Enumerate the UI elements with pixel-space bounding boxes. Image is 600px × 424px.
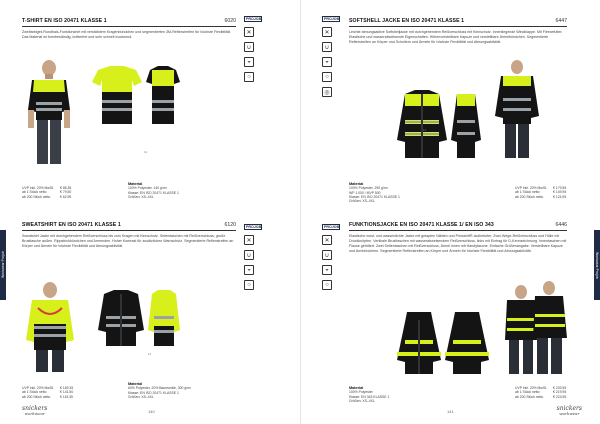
price-row: ab 200 Stück netto € 115,35 — [22, 394, 73, 399]
product-description: Leichte atmungsaktive Softshelljacke mit durchgehendem Reißverschluss mit Kinnschutz. Innenliegende Windklappe. Mit Fleecefutter. Elastische und wasserabweisende Eigenschaften. Höhenverstellbare Kapuze und verstellbare Ärmelbündchen. Segmentierte Reflexstreifen an Körper und Schultern und Ärmeln für höchste Flexibilität und Atmungsaktivität. — [349, 30, 563, 44]
wash-icon: ∪ — [322, 42, 332, 52]
no-bleach-icon: ✕ — [322, 27, 332, 37]
material-title: Material — [349, 182, 364, 186]
price-row: ab 200 Stück netto € 62,95 — [22, 194, 72, 199]
dry-icon: ○ — [322, 280, 332, 290]
price-list — [22, 386, 73, 399]
product-code: 6020 — [224, 18, 236, 24]
product-softshell — [349, 18, 567, 45]
product-title: SOFTSHELL JACKE EN ISO 20471 KLASSE 1 — [349, 18, 465, 24]
dry-icon: ○ — [244, 72, 254, 82]
tshirt-photos — [24, 58, 180, 166]
product-code: 6446 — [555, 222, 567, 228]
jacket-back-image — [445, 312, 489, 374]
price-row: ab 200 Stück netto € 124,95 — [515, 194, 567, 199]
care-icons — [244, 224, 262, 290]
wash-icon: ∪ — [244, 42, 254, 52]
product-header — [349, 222, 567, 231]
image-caption: 11 — [423, 128, 427, 132]
side-tab: Workwear Projob — [0, 230, 6, 300]
product-title: T-SHIRT EN ISO 20471 KLASSE 1 — [22, 18, 107, 24]
material-title: Material — [128, 182, 143, 186]
product-description: Zweifarbiges Rundhals-Funktionshirt mit verstärktem Kragenbündchen und segmentierten 3M-Reflexstreifen für höchste Flexibilität. Das Material ist formbeständig, knitterfrei und sehr schnell trocknend. — [22, 30, 231, 39]
price-row: ab 1 Stück netto € 141,50 — [22, 390, 74, 395]
product-title: SWEATSHIRT EN ISO 20471 KLASSE 1 — [22, 222, 121, 228]
side-tab: Workwear Projob — [594, 230, 600, 300]
model-sweatshirt-image — [24, 280, 76, 372]
product-sweatshirt — [22, 222, 236, 249]
wash-icon: ∪ — [244, 250, 254, 260]
product-description: Elastische wind- und wasserdichte Jacke mit getapten Nähten und Primaloft®-Isolierfutter. Zwei-Wege-Reißverschluss und Hülle mit Druckknöpfen. Vertikale Brusttaschen mit wasserabweisendem Reißverschluss, links mit Eintrag für D-Kennzeichnung. Innentaschen mit Flause gefüttert. Zwei Seitentaschen mit Reißverschluss, Ärmel innen mit Handytasche. Einfache Größenangabe. Verstellbare Kapuze und Armbündchen. Segmentierte Reflexstreifen an Körper und Ärmeln für höchste Flexibilität und Atmungsaktivität. — [349, 234, 567, 253]
image-caption: 11 — [144, 150, 148, 154]
price-row: ab 1 Stück netto € 149,95 — [515, 190, 567, 195]
no-bleach-icon: ✕ — [244, 235, 254, 245]
price-row: ab 200 Stück netto € 223,95 — [515, 394, 567, 399]
price-list — [515, 386, 566, 399]
material-info: Material 100% Polyester, 140 g/m² Klasse: EN ISO 20471 KLASSE 1 Größen: XS–4XL — [128, 182, 179, 199]
tshirt-back-image — [146, 66, 180, 126]
price-row: ab 1 Stück netto € 219,95 — [515, 390, 567, 395]
price-row: UVP inkl. 20% MwSt. € 86,35 — [22, 186, 72, 190]
product-code: 6447 — [555, 18, 567, 24]
care-icons — [322, 16, 340, 97]
product-header — [22, 222, 236, 231]
iron-icon: ◒ — [322, 57, 332, 67]
softshell-front-image — [397, 90, 447, 158]
material-info: Material 100% Polyester Klasse: EN 343 KLASSE 1 Größen: XS–4XL — [349, 386, 390, 403]
iron-icon: ◒ — [244, 265, 254, 275]
product-header — [22, 18, 236, 27]
product-tshirt — [22, 18, 236, 40]
sweatshirt-back-image — [148, 290, 180, 346]
price-row: ab 1 Stück netto € 79,50 — [22, 190, 72, 195]
softshell-side-image — [451, 90, 481, 158]
care-icons — [244, 16, 262, 82]
wash-icon: ∪ — [322, 250, 332, 260]
brand-label: PROJOB — [324, 17, 340, 21]
dry-icon: ○ — [322, 72, 332, 82]
price-row: UVP inkl. 20% MwSt. € 169,35 — [22, 386, 74, 390]
model-tshirt-image — [24, 58, 74, 166]
material-info: Material 60% Polyester, 20% Baumwolle, 300 g/m² Klasse: EN ISO 20471 KLASSE 1 Größen: XS–4XL — [128, 382, 192, 399]
material-title: Material — [128, 382, 143, 386]
material-title: Material — [349, 386, 364, 390]
care-icons — [322, 224, 340, 290]
brand-label: PROJOB — [246, 17, 262, 21]
product-title: FUNKTIONSJACKE EN ISO 20471 KLASSE 1/ EN ISO 343 — [349, 222, 494, 228]
jacket-front-image — [397, 312, 441, 374]
price-list — [22, 186, 71, 199]
models-jacket-image — [505, 280, 567, 374]
price-list — [515, 186, 566, 199]
product-funktionsjacke — [349, 222, 567, 254]
tumble-dry-icon: ◎ — [322, 87, 332, 97]
no-bleach-icon: ✕ — [244, 27, 254, 37]
sweatshirt-photos — [24, 280, 180, 372]
right-page — [300, 0, 600, 424]
softshell-photos — [397, 58, 539, 158]
brand-label: PROJOB — [324, 225, 340, 229]
brand-logo: snickers workwear — [22, 405, 48, 416]
product-description: Sweatshirt Jacke mit durchgehendem Reißverschluss bis zum Kragen mit Kinnschutz. Seitentaschen mit Reißverschluss, große Brusttasche außen. Rippstrickbündchen und Armenden. Hoher Kontrast für zusätzlichen Warnschutz. Segmentierte Reflexstreifen an Körper und Ärmeln für höchste Flexibilität und Atmungsaktivität. — [22, 234, 234, 248]
image-caption: 11 — [148, 352, 152, 356]
iron-icon: ◒ — [244, 57, 254, 67]
sweatshirt-front-image — [98, 290, 144, 346]
model-softshell-image — [495, 58, 539, 158]
dry-icon: ○ — [244, 280, 254, 290]
price-row: UVP inkl. 20% MwSt. € 179,55 — [515, 186, 567, 190]
page-number: 140 — [148, 409, 155, 414]
funktionsjacke-photos — [397, 280, 567, 374]
no-bleach-icon: ✕ — [322, 235, 332, 245]
tshirt-front-image — [92, 66, 142, 126]
brand-logo: snickers workwear — [556, 405, 582, 416]
page-number: 141 — [447, 409, 454, 414]
brand-label: PROJOB — [246, 225, 262, 229]
product-header — [349, 18, 567, 27]
price-row: UVP inkl. 20% MwSt. € 233,95 — [515, 386, 567, 390]
iron-icon: ◒ — [322, 265, 332, 275]
product-code: 6120 — [224, 222, 236, 228]
material-info: Material 100% Polyester, 290 g/m² WP 1.000 / MVP 500 Klasse: EN ISO 20471 KLASSE 1 Größen: XS–4XL — [349, 182, 400, 204]
